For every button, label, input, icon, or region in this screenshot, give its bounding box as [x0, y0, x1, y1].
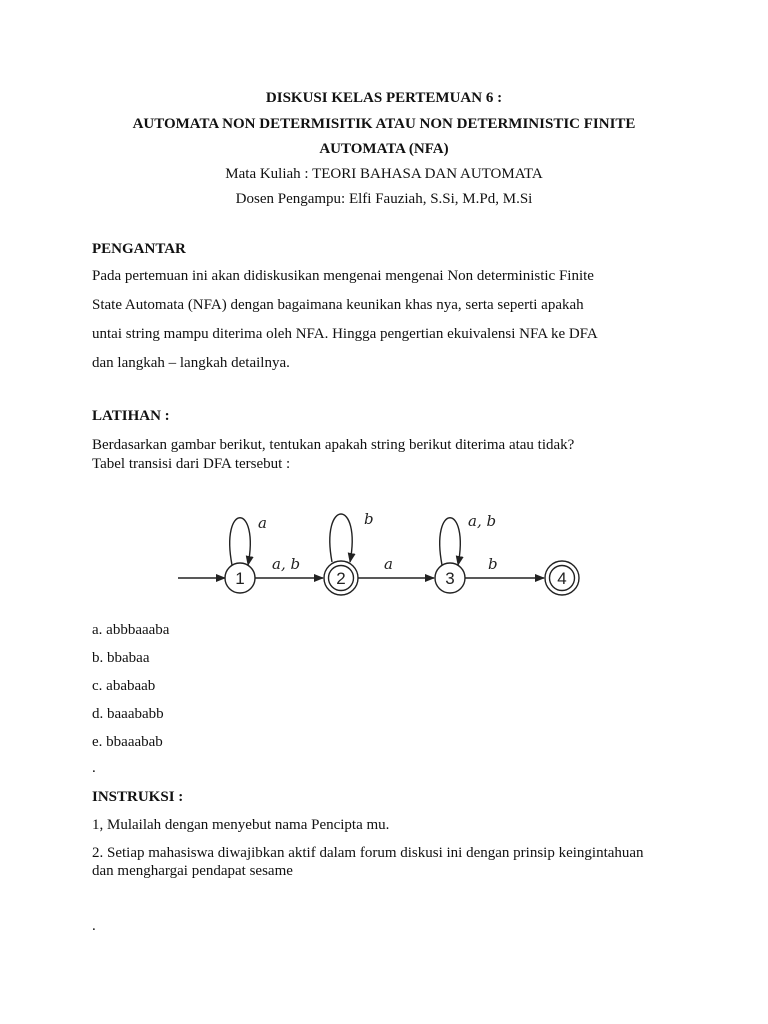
edge-2-3-label: a [384, 555, 393, 573]
state-4 [545, 561, 579, 595]
option-e: e. bbaaabab [92, 734, 163, 750]
state-4-label: 4 [557, 569, 567, 588]
instruksi-item-2-line-1: 2. Setiap mahasiswa diwajibkan aktif dalam forum diskusi ini dengan prinsip keingintahuan [92, 845, 644, 861]
pengantar-line-2: State Automata (NFA) dengan bagaimana keunikan khas nya, serta seperti apakah [92, 297, 584, 313]
title-line-3: AUTOMATA (NFA) [319, 141, 449, 157]
latihan-dot: . [92, 760, 96, 776]
lecturer-name: Dosen Pengampu: Elfi Fauziah, S.Si, M.Pd, M.Si [235, 191, 533, 207]
pengantar-line-3: untai string mampu diterima oleh NFA. Hingga pengertian ekuivalensi NFA ke DFA [92, 326, 598, 342]
instruksi-heading: INSTRUKSI : [92, 789, 184, 805]
instruksi-item-1: 1, Mulailah dengan menyebut nama Pencipta mu. [92, 817, 390, 833]
instruksi-item-2-line-2: dan menghargai pendapat sesame [92, 863, 293, 879]
state-2-label: 2 [336, 569, 346, 588]
state-3 [435, 563, 465, 593]
pengantar-heading: PENGANTAR [92, 241, 186, 257]
state-1-label: 1 [235, 569, 245, 588]
edge-1-2-label: a, b [272, 555, 301, 573]
latihan-table-note: Tabel transisi dari DFA tersebut : [92, 456, 291, 472]
state-2 [324, 561, 358, 595]
pengantar-line-1: Pada pertemuan ini akan didiskusikan mengenai mengenai Non deterministic Finite [92, 268, 594, 284]
option-a: a. abbbaaaba [92, 622, 170, 638]
nfa-state-diagram [168, 496, 598, 622]
title-line-2: AUTOMATA NON DETERMISITIK ATAU NON DETERMINISTIC FINITE [132, 116, 636, 132]
edge-2-3 [358, 555, 434, 578]
loop-1 [230, 514, 267, 565]
edge-3-4-label: b [488, 555, 498, 573]
edge-3-4 [465, 555, 544, 578]
loop-3-label: a, b [468, 512, 497, 530]
instruksi-dot: . [92, 918, 96, 934]
pengantar-line-4: dan langkah – langkah detailnya. [92, 355, 290, 371]
latihan-question: Berdasarkan gambar berikut, tentukan apakah string berikut diterima atau tidak? [92, 437, 575, 453]
option-b: b. bbabaa [92, 650, 150, 666]
option-d: d. baaababb [92, 706, 164, 722]
loop-2 [330, 510, 374, 562]
loop-2-label: b [364, 510, 374, 528]
edge-1-2 [255, 555, 323, 578]
state-3-label: 3 [445, 569, 455, 588]
latihan-heading: LATIHAN : [92, 408, 170, 424]
course-name: Mata Kuliah : TEORI BAHASA DAN AUTOMATA [225, 166, 543, 182]
option-c: c. ababaab [92, 678, 156, 694]
title-line-1: DISKUSI KELAS PERTEMUAN 6 : [265, 90, 503, 106]
state-1 [225, 563, 255, 593]
loop-1-label: a [258, 514, 267, 532]
